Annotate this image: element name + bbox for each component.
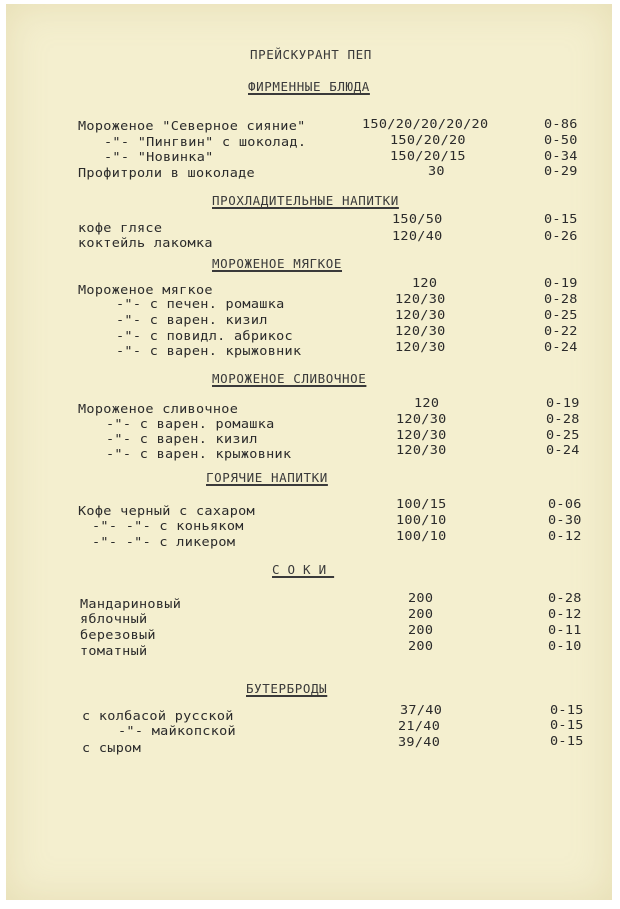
item-weight: 120/30	[395, 324, 446, 339]
item-weight: 120/40	[392, 229, 443, 244]
item-weight: 120/30	[396, 428, 447, 443]
item-name: Профитроли в шоколаде	[78, 166, 255, 181]
item-name: березовый	[80, 628, 156, 643]
item-price: 0-24	[544, 340, 578, 355]
item-price: 0-28	[544, 292, 578, 307]
item-price: 0-25	[546, 428, 580, 443]
item-name: -"- -"- с коньяком	[92, 519, 244, 534]
item-weight: 100/10	[396, 529, 447, 544]
item-price: 0-11	[548, 623, 582, 638]
item-price: 0-28	[546, 412, 580, 427]
item-weight: 30	[428, 164, 445, 179]
item-weight: 39/40	[398, 735, 441, 750]
item-price: 0-25	[544, 308, 578, 323]
item-name: с сыром	[82, 741, 141, 756]
item-weight: 200	[408, 591, 434, 606]
item-weight: 100/15	[396, 497, 447, 512]
item-price: 0-19	[546, 396, 580, 411]
item-name: -"- с варен. кизил	[116, 313, 268, 328]
typewritten-sheet	[6, 4, 612, 900]
item-price: 0-15	[550, 734, 584, 749]
item-price: 0-12	[548, 607, 582, 622]
item-weight: 120	[414, 396, 440, 411]
item-price: 0-22	[544, 324, 578, 339]
item-name: -"- майкопской	[118, 724, 236, 739]
item-name: кофе глясе	[78, 221, 163, 236]
section-heading-hot-drinks: ГОРЯЧИЕ НАПИТКИ	[206, 470, 328, 485]
item-weight: 150/20/15	[390, 149, 466, 164]
item-name: коктейль лакомка	[78, 236, 213, 251]
item-weight: 120/30	[395, 308, 446, 323]
item-weight: 120/30	[396, 443, 447, 458]
item-name: -"- -"- с ликером	[92, 535, 236, 550]
item-weight: 200	[408, 607, 434, 622]
item-name: -"- "Новинка"	[104, 150, 214, 165]
item-name: -"- с варен. крыжовник	[106, 447, 292, 462]
item-name: -"- с печен. ромашка	[116, 297, 285, 312]
item-name: яблочный	[80, 612, 148, 627]
item-weight: 37/40	[400, 703, 443, 718]
section-heading-cold-drinks: ПРОХЛАДИТЕЛЬНЫЕ НАПИТКИ	[212, 193, 399, 208]
item-name: -"- "Пингвин" с шоколад.	[104, 135, 307, 150]
item-name: -"- с варен. ромашка	[106, 417, 275, 432]
item-name: -"- с варен. кизил	[106, 432, 258, 447]
item-price: 0-10	[548, 639, 582, 654]
item-price: 0-15	[550, 718, 584, 733]
item-price: 0-19	[544, 276, 578, 291]
item-price: 0-34	[544, 149, 578, 164]
item-name: с колбасой русской	[82, 709, 234, 724]
item-price: 0-24	[546, 443, 580, 458]
item-weight: 150/20/20	[390, 133, 466, 148]
item-weight: 120	[412, 276, 438, 291]
item-price: 0-15	[544, 212, 578, 227]
item-name: томатный	[80, 644, 148, 659]
item-name: -"- с варен. крыжовник	[116, 344, 302, 359]
item-price: 0-86	[544, 117, 578, 132]
item-price: 0-29	[544, 164, 578, 179]
item-weight: 150/50	[392, 212, 443, 227]
item-weight: 120/30	[396, 412, 447, 427]
item-name: Мороженое сливочное	[78, 402, 239, 417]
item-weight: 100/10	[396, 513, 447, 528]
item-weight: 200	[408, 623, 434, 638]
section-heading-soft-ice-cream: МОРОЖЕНОЕ МЯГКОЕ	[212, 256, 343, 271]
item-price: 0-15	[550, 703, 584, 718]
item-price: 0-06	[548, 497, 582, 512]
item-price: 0-30	[548, 513, 582, 528]
item-price: 0-28	[548, 591, 582, 606]
item-price: 0-50	[544, 133, 578, 148]
item-name: Мороженое мягкое	[78, 283, 213, 298]
section-heading-signature: ФИРМЕННЫЕ БЛЮДА	[248, 79, 370, 94]
item-weight: 120/30	[395, 292, 446, 307]
section-heading-juices: СОКИ	[272, 562, 335, 577]
item-weight: 200	[408, 639, 434, 654]
item-name: Мандариновый	[80, 597, 182, 612]
item-price: 0-12	[548, 529, 582, 544]
item-name: -"- с повидл. абрикос	[116, 329, 293, 344]
item-weight: 120/30	[395, 340, 446, 355]
item-weight: 21/40	[398, 719, 441, 734]
item-name: Кофе черный с сахаром	[78, 504, 255, 519]
section-heading-cream-ice-cream: МОРОЖЕНОЕ СЛИВОЧНОЕ	[212, 371, 367, 386]
section-heading-sandwiches: БУТЕРБРОДЫ	[246, 681, 328, 696]
document-title: ПРЕЙСКУРАНТ ПЕП	[250, 47, 372, 62]
item-name: Мороженое "Северное сияние"	[78, 119, 306, 134]
item-price: 0-26	[544, 229, 578, 244]
item-weight: 150/20/20/20/20	[362, 117, 489, 132]
